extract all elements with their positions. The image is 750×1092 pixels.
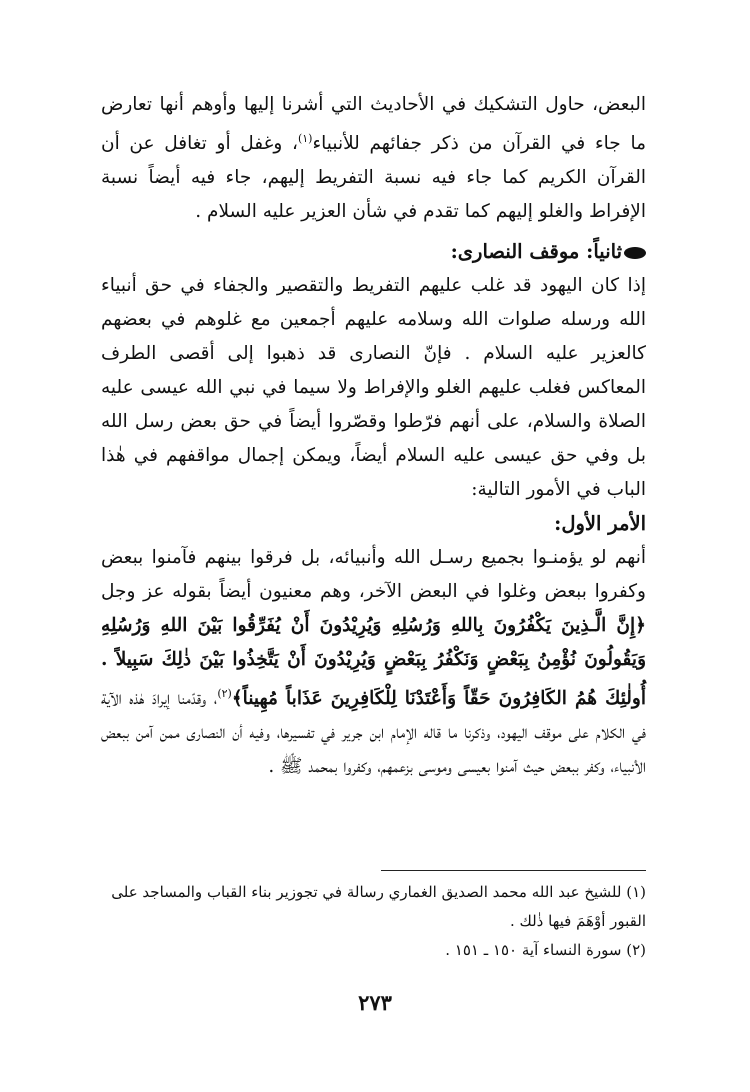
bullet-icon bbox=[624, 247, 646, 259]
paragraph-3-text-b: ، وقدّمنا إيرادَ هٰذه الآية في الكلام على موقف اليهود، وذكرنا ما قاله الإمام ابن جرير في تفسيرها، وفيه أن النصارى ممن آمن ببعض الأنبياء، وكفر ببعض حيث آمنوا بعيسى وموسى بزعمهم، وكفروا بمحمد ﷺ . bbox=[101, 688, 646, 778]
footnotes bbox=[101, 878, 646, 965]
footnote-2: (٢) سورة النساء آية ١٥٠ ـ ١٥١ . bbox=[445, 941, 646, 959]
subheading-first-matter: الأمر الأول: bbox=[554, 512, 646, 536]
paragraph-3-text-a: أنهم لو يؤمنـوا بجميع رسـل الله وأنبيائه، بل فرقوا بينهم فآمنوا ببعض وكفروا ببعض وغلوا في البعض الآخر، وهم معنيون أيضاً بقوله عز وجل bbox=[101, 547, 646, 603]
page-number: ٢٧٣ bbox=[358, 990, 392, 1015]
quran-verse: ﴿إِنَّ الَّـذِينَ يَكْفُرُونَ بِاللهِ وَرُسُلِهِ وَيُرِيْدُونَ أَنْ يُفَرِّقُوا بَيْنَ اللهِ وَرُسُلِهِ وَيَقُولُونَ نُؤْمِنُ بِبَعْضٍ وَنَكْفُرُ بِبَعْضٍ وَيُرِيْدُونَ أَنْ يَتَّخِذُوا بَيْنَ ذٰلِكَ سَبِيلاً . أُولٰئِكَ هُمُ الكَافِرُونَ حَقّاً وَأَعْتَدْنَا لِلْكَافِرِينَ عَذَاباً مُهِيناً﴾ bbox=[101, 615, 647, 710]
footnote-marker-2: (٢) bbox=[217, 687, 232, 701]
paragraph-1-text-b: ، وغفل أو تغافل عن أن القرآن الكريم كما جاء فيه نسبة التفريط إليهم، جاء فيه أيضاً نسبة الإفراط والغلو إليهم كما تقدم في شأن العزير عليه السلام . bbox=[101, 133, 646, 223]
paragraph-3 bbox=[101, 541, 646, 784]
paragraph-2-text: إذا كان اليهود قد غلب عليهم التفريط والتقصير والجفاء في حق أنبياء الله ورسله صلوات الله وسلامه عليهم أجمعين مع غلوهم في بعضهم كالعزير عليه السلام . فإنّ النصارى قد ذهبوا إلى أقصى الطرف المعاكس فغلب عليهم الغلو والإفراط ولا سيما في نبي الله عيسى عليه الصلاة والسلام، على أنهم فرّطوا وقصّروا أيضاً في حق بعض رسل الله بل وفي حق عيسى عليه السلام أيضاً، ويمكن إجمال مواقفهم في هٰذا الباب في الأمور التالية: bbox=[101, 275, 646, 501]
section-heading-christians-text: ثانياً: موقف النصارى: bbox=[450, 240, 622, 264]
section-heading-christians bbox=[101, 235, 646, 269]
footnote-1: (١) للشيخ عبد الله محمد الصديق الغماري رسالة في تجوزير بناء القباب والمساجد على القبور أوْهَمَ فيها ذٰلك . bbox=[111, 883, 646, 930]
footnote-divider bbox=[381, 870, 646, 871]
paragraph-2 bbox=[101, 269, 646, 507]
paragraph-1-text-a: البعض، حاول التشكيك في الأحاديث التي أشرنا إليها وأوهم أنها تعارض ما جاء في القرآن من ذكر جفائهم للأنبياء bbox=[101, 94, 646, 155]
paragraph-1 bbox=[101, 88, 646, 229]
footnote-marker-1: (١) bbox=[297, 132, 313, 145]
main-text bbox=[101, 88, 646, 784]
